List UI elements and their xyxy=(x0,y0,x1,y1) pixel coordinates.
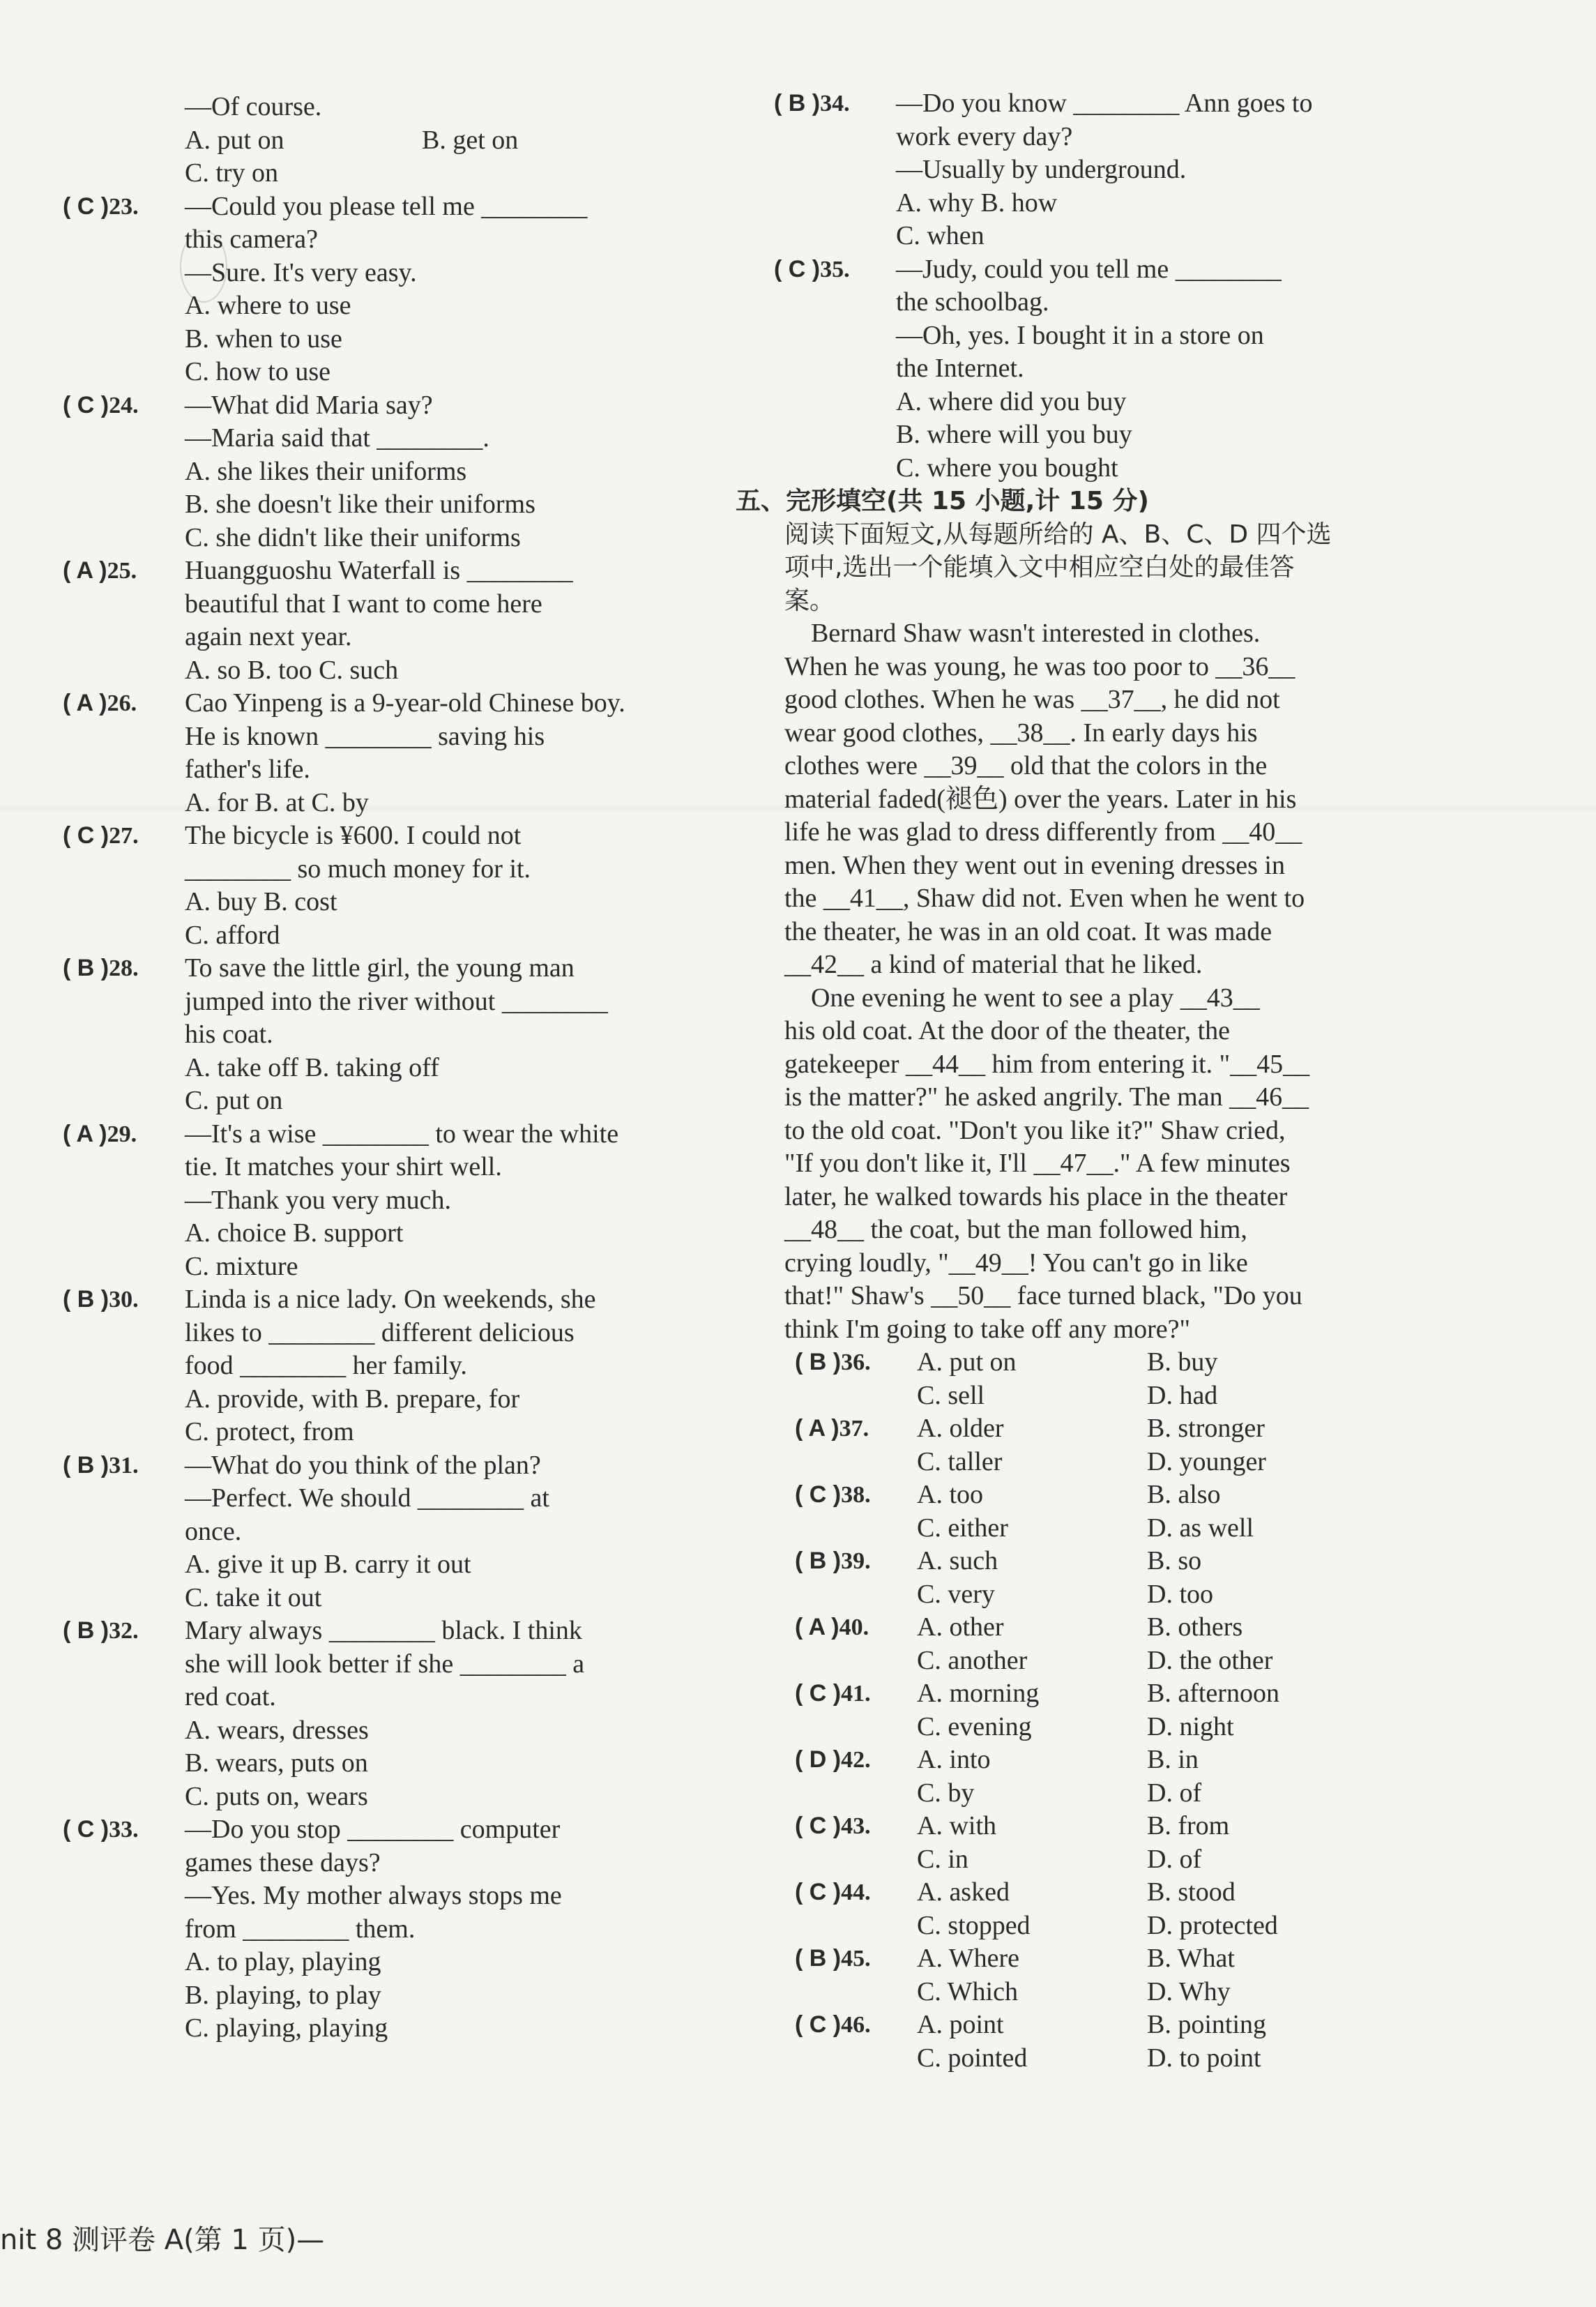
option-b: B. others xyxy=(1147,1612,1243,1642)
passage-line: __48__ the coat, but the man followed him, xyxy=(784,1215,1247,1244)
option-b: B. pointing xyxy=(1147,2010,1267,2039)
cloze-spacer xyxy=(795,1379,917,1413)
question-body xyxy=(185,687,718,819)
answer-letter: ( B ) xyxy=(795,1349,842,1375)
passage-line: When he was young, he was too poor to __36__ xyxy=(784,651,1295,681)
cloze-passage xyxy=(784,617,1422,1346)
instruction-line-1: 阅读下面短文,从每题所给的 A、B、C、D 四个选 xyxy=(784,520,1332,549)
question-number: 27. xyxy=(109,823,139,849)
question-line: his coat. xyxy=(185,1020,273,1049)
question-line: work every day? xyxy=(896,121,1073,151)
question-line: —It's a wise ________ to wear the white xyxy=(185,1119,619,1149)
question-27 xyxy=(63,819,718,952)
option-d: D. as well xyxy=(1147,1513,1254,1543)
option-c: C. another xyxy=(917,1645,1028,1675)
question-line: C. puts on, wears xyxy=(185,1781,368,1811)
answer-mark xyxy=(63,554,185,687)
question-line: from ________ them. xyxy=(185,1914,416,1944)
passage-line: "If you don't like it, I'll __47__." A few minutes xyxy=(784,1149,1291,1178)
question-number: 24. xyxy=(109,392,139,418)
question-number: 23. xyxy=(109,193,139,220)
right-question-list xyxy=(774,87,1422,485)
question-line: A. where to use xyxy=(185,291,351,320)
question-number: 25. xyxy=(107,558,137,584)
question-number: 37. xyxy=(839,1416,869,1442)
option-c: C. evening xyxy=(917,1711,1032,1741)
passage-line: Bernard Shaw wasn't interested in clothes. xyxy=(784,619,1261,648)
cloze-answer xyxy=(795,1942,917,1976)
cloze-spacer xyxy=(795,1512,917,1545)
question-body xyxy=(185,1449,718,1615)
question-30 xyxy=(63,1283,718,1449)
question-number: 42. xyxy=(841,1747,871,1773)
question-line: A. for B. at C. by xyxy=(185,787,369,817)
question-line: —What do you think of the plan? xyxy=(185,1450,541,1480)
q22-answer-line: —Of course. xyxy=(185,92,322,121)
question-line: Mary always ________ black. I think xyxy=(185,1616,582,1645)
question-body xyxy=(185,819,718,952)
option-c: C. by xyxy=(917,1778,975,1808)
question-line: C. take it out xyxy=(185,1582,322,1612)
cloze-answer xyxy=(795,1346,917,1379)
question-line: B. she doesn't like their uniforms xyxy=(185,490,535,519)
answer-mark xyxy=(63,1449,185,1615)
cloze-answer xyxy=(795,1545,917,1578)
question-number: 36. xyxy=(841,1349,871,1375)
right-column xyxy=(736,87,1422,2075)
answer-letter: ( C ) xyxy=(63,822,109,849)
question-line: Huangguoshu Waterfall is ________ xyxy=(185,556,573,585)
option-c: C. Which xyxy=(917,1976,1018,2006)
question-line: tie. It matches your shirt well. xyxy=(185,1152,502,1181)
question-line: ________ so much money for it. xyxy=(185,854,531,884)
option-a: A. too xyxy=(917,1480,983,1509)
question-body xyxy=(185,1118,718,1284)
passage-line: One evening he went to see a play __43__ xyxy=(784,983,1260,1013)
question-line: A. wears, dresses xyxy=(185,1715,369,1745)
answer-letter: ( B ) xyxy=(63,1286,109,1313)
question-line: B. where will you buy xyxy=(896,420,1132,449)
answer-mark xyxy=(63,1614,185,1813)
option-c: C. pointed xyxy=(917,2043,1028,2073)
cloze-options-grid xyxy=(795,1346,1422,2075)
option-d: D. of xyxy=(1147,1778,1202,1808)
question-line: C. put on xyxy=(185,1086,283,1115)
cloze-answer xyxy=(795,1478,917,1512)
question-line: C. how to use xyxy=(185,357,330,386)
question-line: A. to play, playing xyxy=(185,1947,381,1976)
cloze-answer xyxy=(795,1810,917,1843)
question-line: Cao Yinpeng is a 9-year-old Chinese boy. xyxy=(185,688,625,718)
question-number: 30. xyxy=(109,1287,139,1313)
cloze-spacer xyxy=(795,1976,917,2009)
question-line: A. give it up B. carry it out xyxy=(185,1550,471,1579)
question-line: B. wears, puts on xyxy=(185,1748,368,1778)
answer-letter: ( C ) xyxy=(795,1481,842,1508)
question-line: C. protect, from xyxy=(185,1417,354,1446)
question-number: 32. xyxy=(109,1618,139,1644)
question-line: A. she likes their uniforms xyxy=(185,456,467,486)
page-footer: nit 8 测评卷 A(第 1 页)— xyxy=(0,2224,325,2256)
question-number: 28. xyxy=(109,955,139,981)
question-line: —Yes. My mother always stops me xyxy=(185,1881,562,1910)
question-34 xyxy=(774,87,1422,253)
answer-letter: ( A ) xyxy=(63,1120,107,1147)
question-line: C. mixture xyxy=(185,1251,298,1281)
answer-letter: ( A ) xyxy=(63,557,107,584)
answer-mark xyxy=(63,1283,185,1449)
question-line: —Oh, yes. I bought it in a store on xyxy=(896,320,1264,350)
q22-options-ab: A. put on B. get on xyxy=(185,125,519,155)
cloze-answer xyxy=(795,1677,917,1711)
option-c: C. taller xyxy=(917,1446,1003,1476)
question-line: —Could you please tell me ________ xyxy=(185,191,588,221)
question-line: C. where you bought xyxy=(896,453,1118,483)
option-b: B. buy xyxy=(1147,1347,1218,1377)
instruction-line-2: 项中,选出一个能填入文中相应空白处的最佳答 xyxy=(784,553,1295,582)
answer-letter: ( B ) xyxy=(63,1617,109,1644)
option-a: A. Where xyxy=(917,1944,1020,1973)
question-line: —Thank you very much. xyxy=(185,1185,452,1215)
question-line: the Internet. xyxy=(896,354,1024,383)
question-line: beautiful that I want to come here xyxy=(185,589,542,619)
question-line: games these days? xyxy=(185,1847,381,1877)
question-body xyxy=(185,1614,718,1813)
question-body xyxy=(185,952,718,1118)
answer-mark xyxy=(63,952,185,1118)
answer-letter: ( B ) xyxy=(63,1451,109,1478)
answer-letter: ( B ) xyxy=(774,90,821,116)
option-c: C. in xyxy=(917,1844,968,1874)
question-line: —What did Maria say? xyxy=(185,390,433,420)
answer-letter: ( C ) xyxy=(774,255,821,282)
question-line: A. take off B. taking off xyxy=(185,1052,439,1082)
answer-letter: ( A ) xyxy=(63,690,107,716)
question-number: 45. xyxy=(841,1946,871,1972)
question-line: He is known ________ saving his xyxy=(185,721,545,751)
question-line: C. she didn't like their uniforms xyxy=(185,522,521,552)
q22-option-c: C. try on xyxy=(185,158,279,188)
question-body xyxy=(185,1283,718,1449)
passage-line: crying loudly, "__49__! You can't go in like xyxy=(784,1248,1248,1278)
cloze-answer xyxy=(795,2009,917,2042)
passage-line: later, he walked towards his place in the theater xyxy=(784,1181,1288,1211)
answer-letter: ( B ) xyxy=(63,955,109,981)
option-c: C. stopped xyxy=(917,1910,1031,1940)
cloze-answer xyxy=(795,1876,917,1909)
question-24 xyxy=(63,389,718,555)
answer-mark xyxy=(63,1118,185,1284)
question-body xyxy=(896,253,1422,485)
option-d: D. to point xyxy=(1147,2043,1261,2073)
option-d: D. protected xyxy=(1147,1910,1278,1940)
passage-line: the __41__, Shaw did not. Even when he went to xyxy=(784,884,1305,913)
cloze-answer xyxy=(795,1611,917,1644)
question-number: 44. xyxy=(841,1879,871,1905)
question-line: The bicycle is ¥600. I could not xyxy=(185,821,522,850)
question-line: B. playing, to play xyxy=(185,1980,381,2010)
option-b: B. also xyxy=(1147,1480,1221,1509)
question-number: 29. xyxy=(107,1121,137,1147)
passage-line: is the matter?" he asked angrily. The man __46__ xyxy=(784,1082,1309,1112)
question-body xyxy=(185,1813,718,2045)
question-line: A. provide, with B. prepare, for xyxy=(185,1384,520,1414)
answer-letter: ( C ) xyxy=(63,192,109,220)
question-line: C. afford xyxy=(185,920,280,950)
question-line: —Usually by underground. xyxy=(896,155,1187,184)
passage-line: material faded(褪色) over the years. Later in his xyxy=(784,784,1297,814)
cloze-spacer xyxy=(795,1446,917,1479)
answer-letter: ( C ) xyxy=(795,1813,842,1839)
passage-line: wear good clothes, __38__. In early days his xyxy=(784,718,1258,748)
question-line: food ________ her family. xyxy=(185,1351,467,1380)
question-line: the schoolbag. xyxy=(896,287,1049,317)
question-body xyxy=(185,389,718,555)
option-a: A. asked xyxy=(917,1877,1010,1907)
question-number: 46. xyxy=(841,2012,871,2038)
question-number: 34. xyxy=(820,91,850,116)
option-d: D. younger xyxy=(1147,1446,1266,1476)
answer-letter: ( A ) xyxy=(795,1614,839,1640)
option-b: B. stronger xyxy=(1147,1414,1265,1443)
option-b: B. in xyxy=(1147,1745,1199,1774)
option-b: B. What xyxy=(1147,1944,1235,1973)
passage-line: the theater, he was in an old coat. It was made xyxy=(784,916,1272,946)
question-35 xyxy=(774,253,1422,485)
question-line: To save the little girl, the young man xyxy=(185,953,575,983)
answer-letter: ( C ) xyxy=(63,391,109,418)
question-line: —Sure. It's very easy. xyxy=(185,257,417,287)
option-d: D. Why xyxy=(1147,1976,1231,2006)
option-a: A. morning xyxy=(917,1679,1040,1708)
answer-letter: ( C ) xyxy=(63,1816,109,1843)
option-b: B. from xyxy=(1147,1811,1230,1840)
passage-line: his old coat. At the door of the theater, the xyxy=(784,1016,1231,1045)
question-line: A. why B. how xyxy=(896,188,1058,218)
question-line: —Perfect. We should ________ at xyxy=(185,1483,549,1513)
option-b: B. stood xyxy=(1147,1877,1236,1907)
passage-line: men. When they went out in evening dresses in xyxy=(784,850,1285,880)
question-line: red coat. xyxy=(185,1682,276,1711)
left-column xyxy=(63,91,718,2045)
question-line: this camera? xyxy=(185,225,318,254)
cloze-answer xyxy=(795,1744,917,1777)
option-a: A. put on xyxy=(917,1347,1017,1377)
question-33 xyxy=(63,1813,718,2045)
question-line: she will look better if she ________ a xyxy=(185,1649,585,1679)
cloze-spacer xyxy=(795,1644,917,1678)
option-b: B. so xyxy=(1147,1546,1202,1575)
option-d: D. night xyxy=(1147,1711,1234,1741)
question-body xyxy=(185,190,718,389)
option-d: D. of xyxy=(1147,1844,1202,1874)
answer-mark xyxy=(63,389,185,555)
left-question-list xyxy=(63,190,718,2045)
option-c: C. very xyxy=(917,1579,995,1609)
question-number: 33. xyxy=(109,1817,139,1843)
question-line: once. xyxy=(185,1516,242,1546)
question-line: —Judy, could you tell me ________ xyxy=(896,254,1282,284)
cloze-answer xyxy=(795,1412,917,1446)
cloze-spacer xyxy=(795,1711,917,1744)
passage-line: to the old coat. "Don't you like it?" Shaw cried, xyxy=(784,1115,1286,1145)
question-line: C. playing, playing xyxy=(185,2013,388,2043)
option-a: A. with xyxy=(917,1811,996,1840)
question-number: 38. xyxy=(841,1482,871,1508)
answer-letter: ( A ) xyxy=(795,1415,839,1442)
answer-mark xyxy=(63,819,185,952)
question-line: A. where did you buy xyxy=(896,386,1127,416)
answer-letter: ( B ) xyxy=(795,1945,842,1972)
option-d: D. the other xyxy=(1147,1645,1273,1675)
question-29 xyxy=(63,1118,718,1284)
option-b: B. afternoon xyxy=(1147,1679,1279,1708)
question-line: jumped into the river without ________ xyxy=(185,986,608,1016)
option-a: A. into xyxy=(917,1745,991,1774)
question-25 xyxy=(63,554,718,687)
answer-mark xyxy=(774,87,896,253)
question-line: likes to ________ different delicious xyxy=(185,1317,575,1347)
option-a: A. such xyxy=(917,1546,998,1575)
question-line: —Do you know ________ Ann goes to xyxy=(896,89,1313,118)
cloze-spacer xyxy=(795,1909,917,1943)
question-line: —Do you stop ________ computer xyxy=(185,1815,561,1844)
option-a: A. older xyxy=(917,1414,1004,1443)
answer-letter: ( D ) xyxy=(795,1746,842,1773)
question-number: 41. xyxy=(841,1681,871,1707)
answer-mark xyxy=(63,190,185,389)
passage-line: good clothes. When he was __37__, he did not xyxy=(784,685,1280,714)
question-line: again next year. xyxy=(185,622,352,651)
question-line: A. buy B. cost xyxy=(185,887,337,916)
cloze-spacer xyxy=(795,1843,917,1877)
option-a: A. other xyxy=(917,1612,1004,1642)
question-line: B. when to use xyxy=(185,324,342,354)
cloze-spacer xyxy=(795,2042,917,2075)
question-23 xyxy=(63,190,718,389)
answer-mark xyxy=(63,687,185,819)
option-a: A. point xyxy=(917,2010,1004,2039)
question-number: 26. xyxy=(107,690,137,716)
question-line: father's life. xyxy=(185,755,310,784)
passage-line: that!" Shaw's __50__ face turned black, "Do you xyxy=(784,1281,1302,1310)
answer-mark xyxy=(63,1813,185,2045)
option-d: D. too xyxy=(1147,1579,1213,1609)
question-number: 35. xyxy=(820,256,850,282)
question-body xyxy=(185,554,718,687)
question-line: C. when xyxy=(896,221,985,250)
question-26 xyxy=(63,687,718,819)
answer-letter: ( B ) xyxy=(795,1548,842,1574)
question-line: A. choice B. support xyxy=(185,1218,404,1248)
cloze-spacer xyxy=(795,1777,917,1810)
option-c: C. either xyxy=(917,1513,1008,1543)
option-d: D. had xyxy=(1147,1380,1218,1410)
question-body xyxy=(896,87,1422,253)
answer-letter: ( C ) xyxy=(795,1879,842,1905)
question-31 xyxy=(63,1449,718,1615)
question-32 xyxy=(63,1614,718,1813)
section-title-cloze: 五、完形填空(共 15 小题,计 15 分) xyxy=(736,487,1149,515)
option-c: C. sell xyxy=(917,1380,985,1410)
question-line: Linda is a nice lady. On weekends, she xyxy=(185,1285,596,1314)
answer-mark xyxy=(774,253,896,485)
passage-line: life he was glad to dress differently from __40__ xyxy=(784,817,1302,847)
answer-letter: ( C ) xyxy=(795,1680,842,1707)
question-number: 39. xyxy=(841,1548,871,1574)
passage-line: __42__ a kind of material that he liked. xyxy=(784,950,1203,979)
question-number: 43. xyxy=(841,1813,871,1839)
instruction-line-3: 案。 xyxy=(784,586,835,615)
passage-line: clothes were __39__ old that the colors in the xyxy=(784,751,1268,780)
passage-line: think I'm going to take off any more?" xyxy=(784,1314,1191,1344)
cloze-spacer xyxy=(795,1578,917,1612)
answer-letter: ( C ) xyxy=(795,2011,842,2038)
question-28 xyxy=(63,952,718,1118)
question-number: 31. xyxy=(109,1452,139,1478)
passage-line: gatekeeper __44__ him from entering it. "__45__ xyxy=(784,1049,1310,1079)
question-number: 40. xyxy=(839,1614,869,1640)
question-line: —Maria said that ________. xyxy=(185,423,489,453)
question-line: A. so B. too C. such xyxy=(185,655,399,685)
